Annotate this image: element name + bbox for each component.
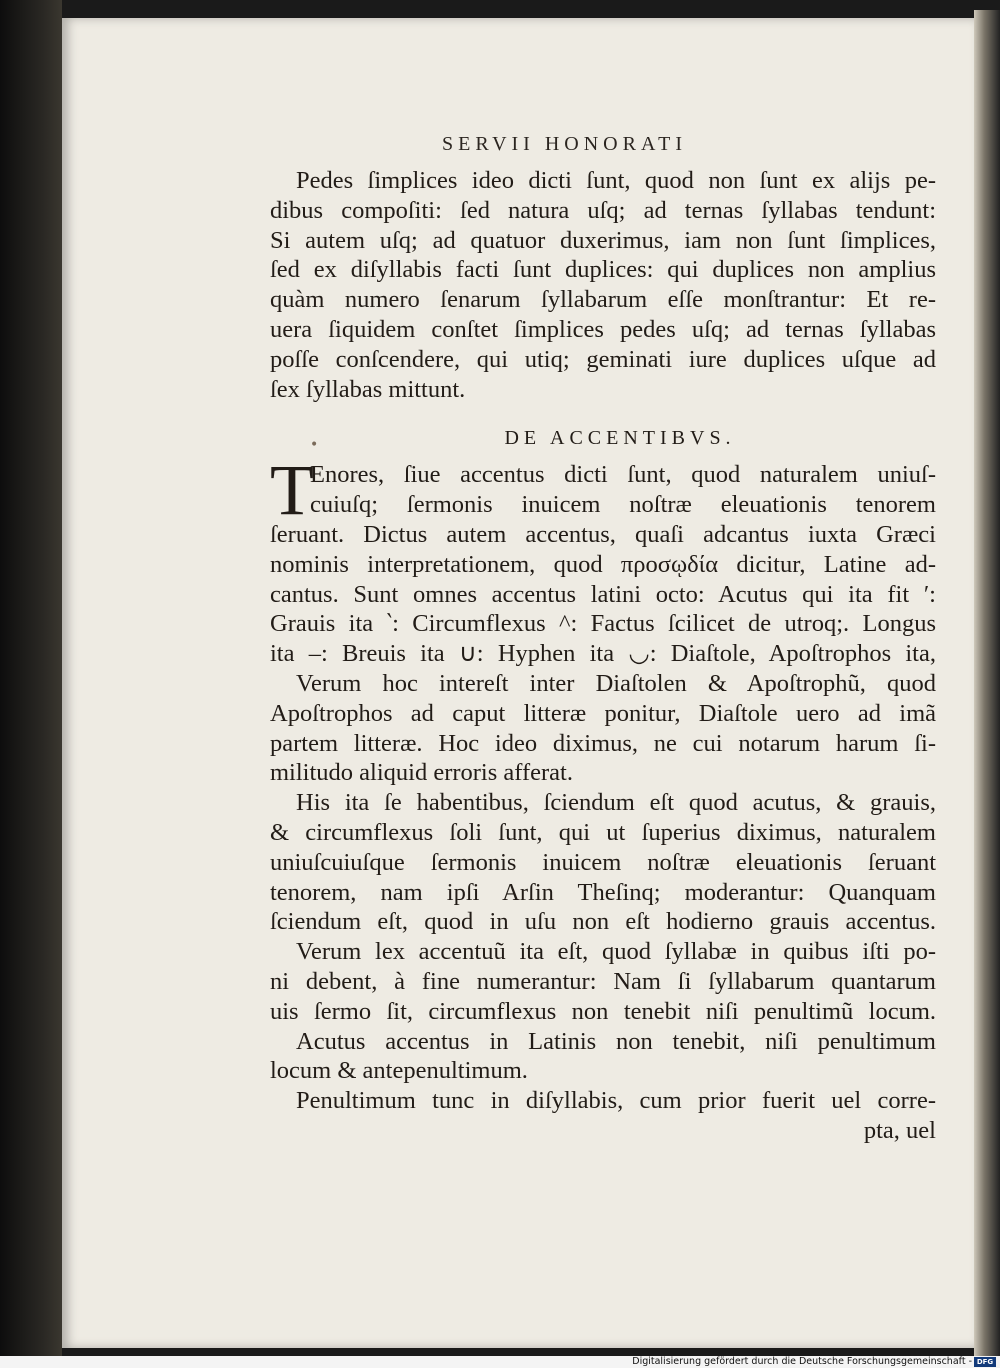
text-line: locum & antepenultimum. xyxy=(270,1057,528,1085)
paragraph-7 xyxy=(270,1086,936,1146)
text-line: cantus. Sunt omnes accentus latini octo: Acutus qui ita fit ′: xyxy=(270,580,936,608)
text-line: Acutus accentus in Latinis non tenebit, niſi penultimum xyxy=(296,1027,936,1055)
text-line: ita –: Breuis ita ∪: Hyphen ita ◡: Diaſtole, Apoſtrophos ita, xyxy=(270,640,936,668)
scan-dark-margin xyxy=(0,0,62,1356)
text-line: Verum hoc intereſt inter Diaſtolen & Apoſtrophũ, quod xyxy=(296,669,936,697)
paragraph-5 xyxy=(270,937,936,1026)
text-line: tenorem, nam ipſi Arſin Theſinq; moderantur: Quanquam xyxy=(270,878,936,906)
text-line: Grauis ita ‵: Circumflexus ^: Factus ſcilicet de utroq;. Longus xyxy=(270,610,936,638)
text-line: poſſe conſcendere, qui utiq; geminati iure duplices uſque ad xyxy=(270,345,936,373)
paragraph-4 xyxy=(270,788,936,937)
text-line: quàm numero ſenarum ſyllabarum eſſe monſtrantur: Et re- xyxy=(270,286,936,314)
text-line: His ita ſe habentibus, ſciendum eſt quod acutus, & grauis, xyxy=(296,789,936,817)
paragraph-6 xyxy=(270,1027,936,1087)
paragraph-1 xyxy=(270,166,936,404)
dfg-logo-icon: DFG xyxy=(974,1357,996,1367)
text-line: ni debent, à fine numerantur: Nam ſi ſyllabarum quantarum xyxy=(270,967,936,995)
running-head: SERVII HONORATI xyxy=(442,133,688,155)
text-line: ſciendum eſt, quod in uſu non eſt hodierno grauis accentus. xyxy=(270,908,936,936)
text-line: partem litteræ. Hoc ideo diximus, ne cui notarum harum ſi- xyxy=(270,729,936,757)
text-line: uis ſermo ſit, circumflexus non tenebit niſi penultimũ locum. xyxy=(270,997,936,1025)
text-line: Verum lex accentuũ ita eſt, quod ſyllabæ in quibus iſti po- xyxy=(296,938,936,966)
text-line: Si autem uſq; ad quatuor duxerimus, iam non ſunt ſimplices, xyxy=(270,226,936,254)
text-line: Enores, ſiue accentus dicti ſunt, quod naturalem uniuſ- xyxy=(310,461,936,489)
text-line: & circumflexus ſoli ſunt, qui ut ſuperius diximus, naturalem xyxy=(270,818,936,846)
page-edge-shadow xyxy=(974,10,1000,1356)
text-line: nominis interpretationem, quod προσῳδία dicitur, Latine ad- xyxy=(270,550,936,578)
margin-mark: • xyxy=(310,437,319,453)
page-text xyxy=(270,166,936,1146)
text-line: cuiuſq; ſermonis inuicem noſtræ eleuationis tenorem xyxy=(310,491,936,519)
text-line: dibus compoſiti: ſed natura uſq; ad ternas ſyllabas tendunt: xyxy=(270,196,936,224)
text-line: Penultimum tunc in diſyllabis, cum prior fuerit uel corre- xyxy=(296,1087,936,1115)
footer-credit: Digitalisierung gefördert durch die Deutsche Forschungsgemeinschaft - xyxy=(632,1356,972,1367)
text-line: Pedes ſimplices ideo dicti ſunt, quod non ſunt ex alijs pe- xyxy=(296,167,936,194)
text-line: uniuſcuiuſque ſermonis inuicem noſtræ eleuationis ſeruant xyxy=(270,848,936,876)
drop-cap: T xyxy=(270,450,314,531)
text-line: uera ſiquidem conſtet ſimplices pedes uſq; ad ternas ſyllabas xyxy=(270,315,936,343)
text-line: ſex ſyllabas mittunt. xyxy=(270,375,466,403)
catchword: pta, uel xyxy=(863,1116,936,1144)
paragraph-3 xyxy=(270,669,936,788)
text-line: ſeruant. Dictus autem accentus, quaſi adcantus iuxta Græci xyxy=(270,520,936,548)
text-line: militudo aliquid erroris afferat. xyxy=(270,759,573,787)
paragraph-2 xyxy=(270,450,936,669)
section-heading: DE ACCENTIBVS. xyxy=(504,427,736,450)
text-line: Apoſtrophos ad caput litteræ ponitur, Diaſtole uero ad imã xyxy=(270,699,936,727)
text-line: ſed ex diſyllabis facti ſunt duplices: qui duplices non amplius xyxy=(270,256,936,284)
